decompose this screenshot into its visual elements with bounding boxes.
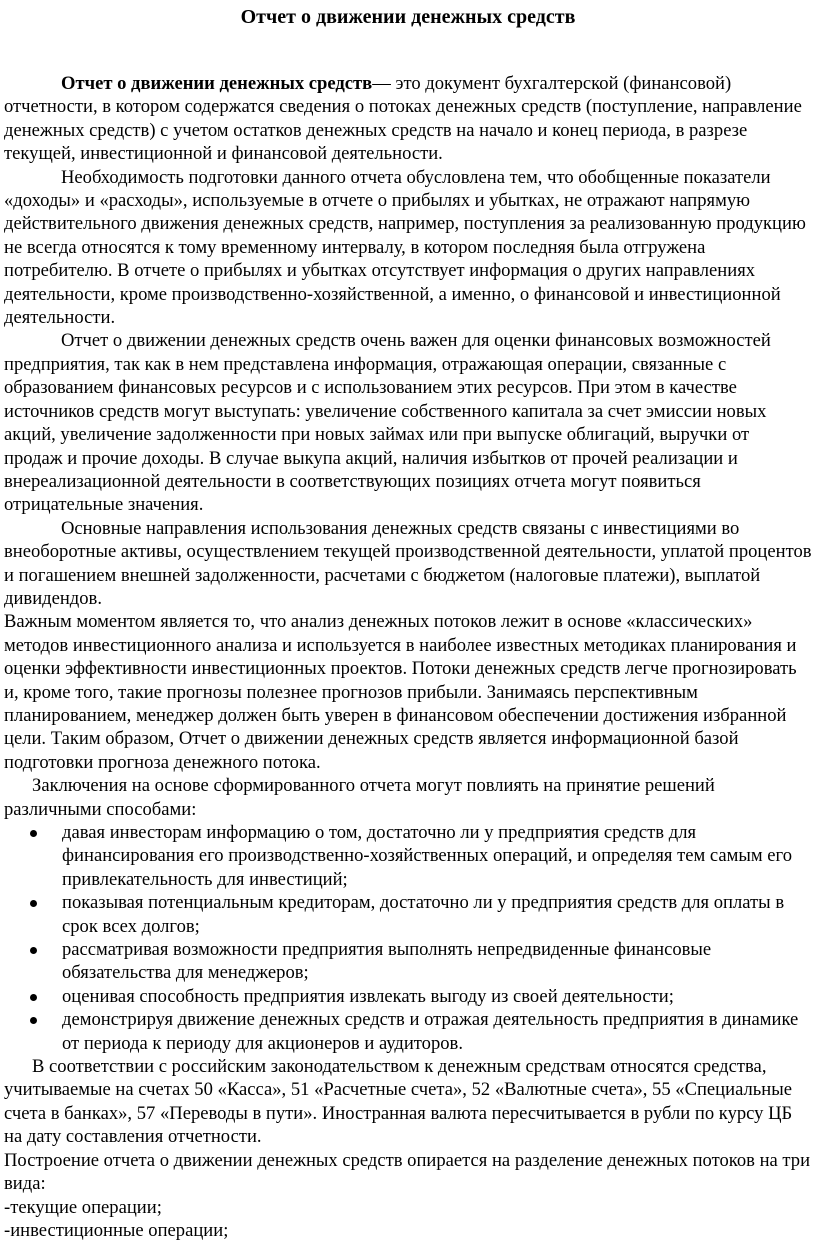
list-item-text: демонстрируя движение денежных средств и отражая деятельность предприятия в динамике от периода к периоду для акционеров и аудиторов. [62,1009,799,1054]
paragraph-structure: Построение отчета о движении денежных средств опирается на разделение денежных потоков на три вида: [4,1149,811,1195]
definition-lead-term: Отчет о движении денежных средств [61,73,373,94]
list-item-text: показывая потенциальным кредиторам, достаточно ли у предприятия средств для оплаты в срок всех долгов; [62,892,785,937]
list-item-text: давая инвесторам информацию о том, достаточно ли у предприятия средств для финансирования его производственно-хозяйственных операций, и определяя тем самым его привлекательность для инвестиций; [62,822,792,890]
paragraph-definition [4,72,812,166]
bullet-icon [30,900,37,907]
title-spacer [4,30,812,72]
list-item-text: оценивая способность предприятия извлекать выгоду из своей деятельности; [62,985,674,1007]
definition-text: — это документ бухгалтерской (финансовой) отчетности, в котором содержатся сведения о потоках денежных средств (поступление, направление денежных средств) с учетом остатков денежных средств на начало и конец периода, в разрезе текущей, инвестиционной и финансовой деятельности. [4,73,802,165]
paragraph-importance: Отчет о движении денежных средств очень важен для оценки финансовых возможностей предприятия, так как в нем представлена информация, отражающая операции, связанные с образованием финансовых ресурсов и с использованием этих ресурсов. При этом в качестве источников средств могут выступать: увеличение собственного капитала за счет эмиссии новых акций, увеличение задолженности при новых займах или при выпуске облигаций, выручки от продаж и прочие доходы. В случае выкупа акций, наличия избытков от прочей реализации и внереализационной деятельности в соответствующих позициях отчета могут появиться отрицательные значения. [4,330,771,516]
paragraph-directions: Основные направления использования денежных средств связаны с инвестициями во внеоборотные активы, осуществлением текущей производственной деятельности, уплатой процентов и погашением внешней задолженности, расчетами с бюджетом (налоговые платежи), выплатой дивидендов. [4,517,812,609]
list-item [62,938,812,985]
bullet-icon [30,994,37,1001]
paragraph-analysis: Важным моментом является то, что анализ денежных потоков лежит в основе «классических» методов инвестиционного анализа и используется в наиболее известных методиках планирования и оценки эффективности инвестиционных проектов. Потоки денежных средств легче прогнозировать и, кроме того, такие прогнозы полезнее прогнозов прибыли. Занимаясь перспективным планированием, менеджер должен быть уверен в финансовом обеспечении достижения избранной цели. Таким образом, Отчет о движении денежных средств является информационной базой подготовки прогноза денежного потока. [4,611,797,773]
paragraph-legislation: В соответствии с российским законодательством к денежным средствам относятся средства, учитываемые на счетах 50 «Касса», 51 «Расчетные счета», 52 «Валютные счета», 55 «Специальные счета в банках», 57 «Переводы в пути». Иностранная валюта пересчитывается в рубли по курсу ЦБ на дату составления отчетности. [4,1056,793,1148]
list-item-text: рассматривая возможности предприятия выполнять непредвиденные финансовые обязательства для менеджеров; [62,939,712,984]
document-title: Отчет о движении денежных средств [240,6,576,28]
bullet-icon [30,947,37,954]
list-item [62,821,812,891]
paragraph-necessity: Необходимость подготовки данного отчета обусловлена тем, что обобщенные показатели «доходы» и «расходы», используемые в отчете о прибылях и убытках, не отражают напрямую действительного движения денежных средств, например, поступления за реализованную продукцию не всегда относятся к тому временному интервалу, в котором последняя была отгружена потребителю. В отчете о прибылях и убытках отсутствует информация о других направлениях деятельности, кроме производственно-хозяйственной, а именно, о финансовой и инвестиционной деятельности. [4,166,806,329]
list-item [62,891,812,938]
bullet-icon [30,830,37,837]
bullet-list [4,821,812,1055]
flow-type-item: -инвестиционные операции; [4,1219,229,1241]
list-item [62,985,812,1008]
list-item [62,1008,812,1055]
bullet-icon [30,1017,37,1024]
flow-type-item: -текущие операции; [4,1196,162,1218]
paragraph-conclusions: Заключения на основе сформированного отчета могут повлиять на принятие решений различными способами: [4,775,715,820]
